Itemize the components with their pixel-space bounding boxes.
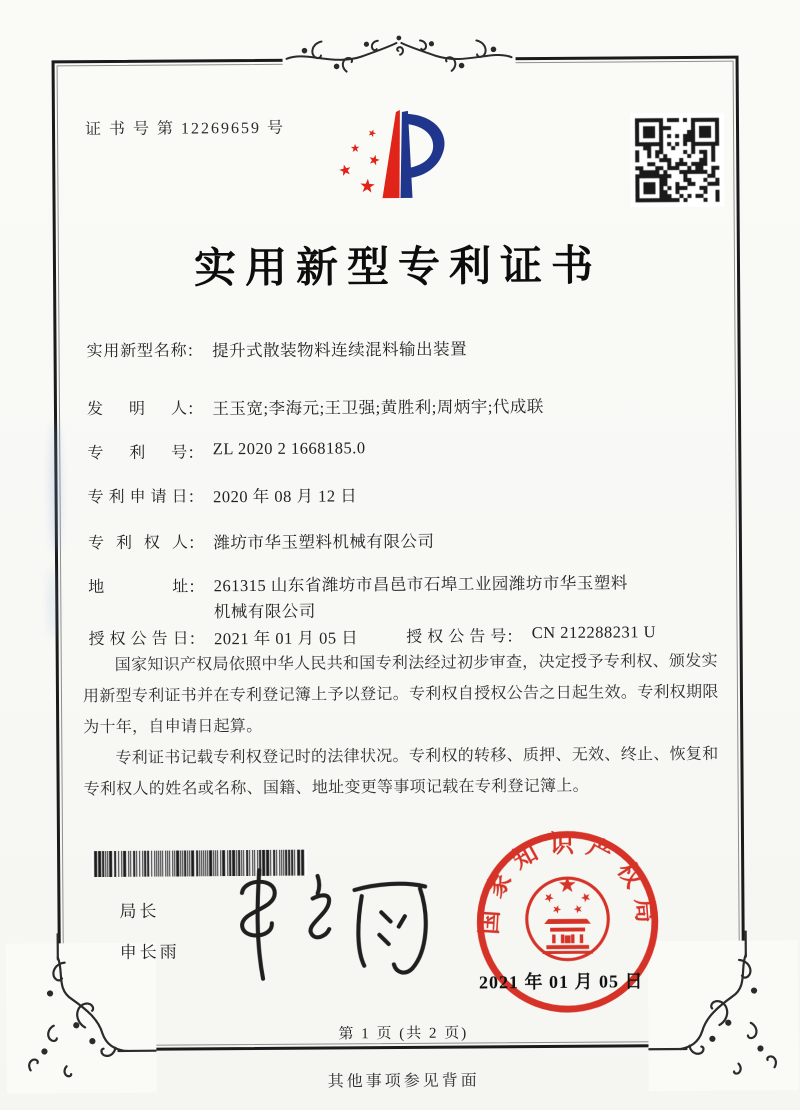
field-value: 王玉宽;李海元;王卫强;黄胜利;周炳宇;代成联 bbox=[212, 396, 544, 419]
field-value: 261315 山东省潍坊市昌邑市石埠工业园潍坊市华玉塑料机械有限公司 bbox=[213, 573, 628, 622]
legal-paragraph: 专利证书记载专利权登记时的法律状况。专利权的转移、质押、无效、终止、恢复和专利权人的姓名或名称、国籍、地址变更等事项记载在专利登记簿上。 bbox=[83, 745, 719, 799]
field-row-filing-date: 专利申请日： 2020 年 08 月 12 日 bbox=[87, 482, 357, 508]
field-value: ZL 2020 2 1668185.0 bbox=[212, 438, 366, 459]
flourish-top-ornament bbox=[276, 15, 521, 89]
field-label: 实用新型名称 bbox=[86, 342, 187, 361]
grant-number-value: CN 212288231 U bbox=[531, 622, 657, 643]
field-label: 专利申请日 bbox=[87, 488, 188, 507]
cnipa-logo-icon bbox=[330, 104, 455, 211]
field-row-inventors: 发 明 人： 王玉宽;李海元;王卫强;黄胜利;周炳宇;代成联 bbox=[87, 393, 544, 420]
field-value: 2020 年 08 月 12 日 bbox=[213, 486, 358, 507]
page-number: 第 1 页 (共 2 页) bbox=[338, 1025, 469, 1043]
signer-name: 申长雨 bbox=[119, 942, 180, 962]
grant-date-value: 2021 年 01 月 05 日 bbox=[214, 628, 359, 649]
certificate-title: 实用新型专利证书 bbox=[193, 243, 603, 293]
field-row-patent-number: 专 利 号： ZL 2020 2 1668185.0 bbox=[87, 438, 366, 463]
seal-date: 2021 年 01 月 05 日 bbox=[478, 971, 644, 993]
field-label: 发 明 人 bbox=[86, 400, 188, 419]
field-row-grant: 授权公告日： 2021 年 01 月 05 日 授权公告号： CN 212288231 U bbox=[88, 622, 657, 649]
field-label: 专 利 权 人 bbox=[87, 534, 188, 553]
handwritten-signature bbox=[214, 862, 435, 989]
legal-paragraph: 国家知识产权局依照中华人民共和国专利法经过初步审查，决定授予专利权、颁发实用新型专利证书并在专利登记簿上予以登记。专利权自授权公告之日起生效。专利权期限为十年，自申请日起算。 bbox=[82, 652, 719, 737]
back-side-note: 其他事项参见背面 bbox=[327, 1072, 480, 1091]
qr-code bbox=[630, 113, 725, 208]
legal-text-block bbox=[83, 646, 724, 805]
field-label: 专 利 号 bbox=[87, 444, 188, 463]
seal-ring-text: 国家知识产权局 bbox=[475, 830, 660, 936]
field-label: 地 址 bbox=[88, 578, 189, 597]
field-row-name: 实用新型名称： 提升式散装物料连续混料输出装置 bbox=[86, 336, 467, 363]
signer-title: 局长 bbox=[119, 901, 160, 921]
field-row-address: 地 址： 261315 山东省潍坊市昌邑市石埠工业园潍坊市华玉塑料机械有限公司 bbox=[88, 570, 639, 626]
fields-block bbox=[86, 328, 748, 653]
field-label: 授权公告日 bbox=[88, 630, 189, 649]
field-value: 潍坊市华玉塑料机械有限公司 bbox=[213, 531, 435, 553]
certificate-number: 证 书 号 第 12269659 号 bbox=[84, 119, 286, 139]
field-row-patentee: 专 利 权 人： 潍坊市华玉塑料机械有限公司 bbox=[88, 528, 435, 554]
field-label: 授权公告号 bbox=[406, 628, 507, 646]
field-value: 提升式散装物料连续混料输出装置 bbox=[212, 339, 468, 361]
national-emblem-icon bbox=[527, 876, 609, 960]
